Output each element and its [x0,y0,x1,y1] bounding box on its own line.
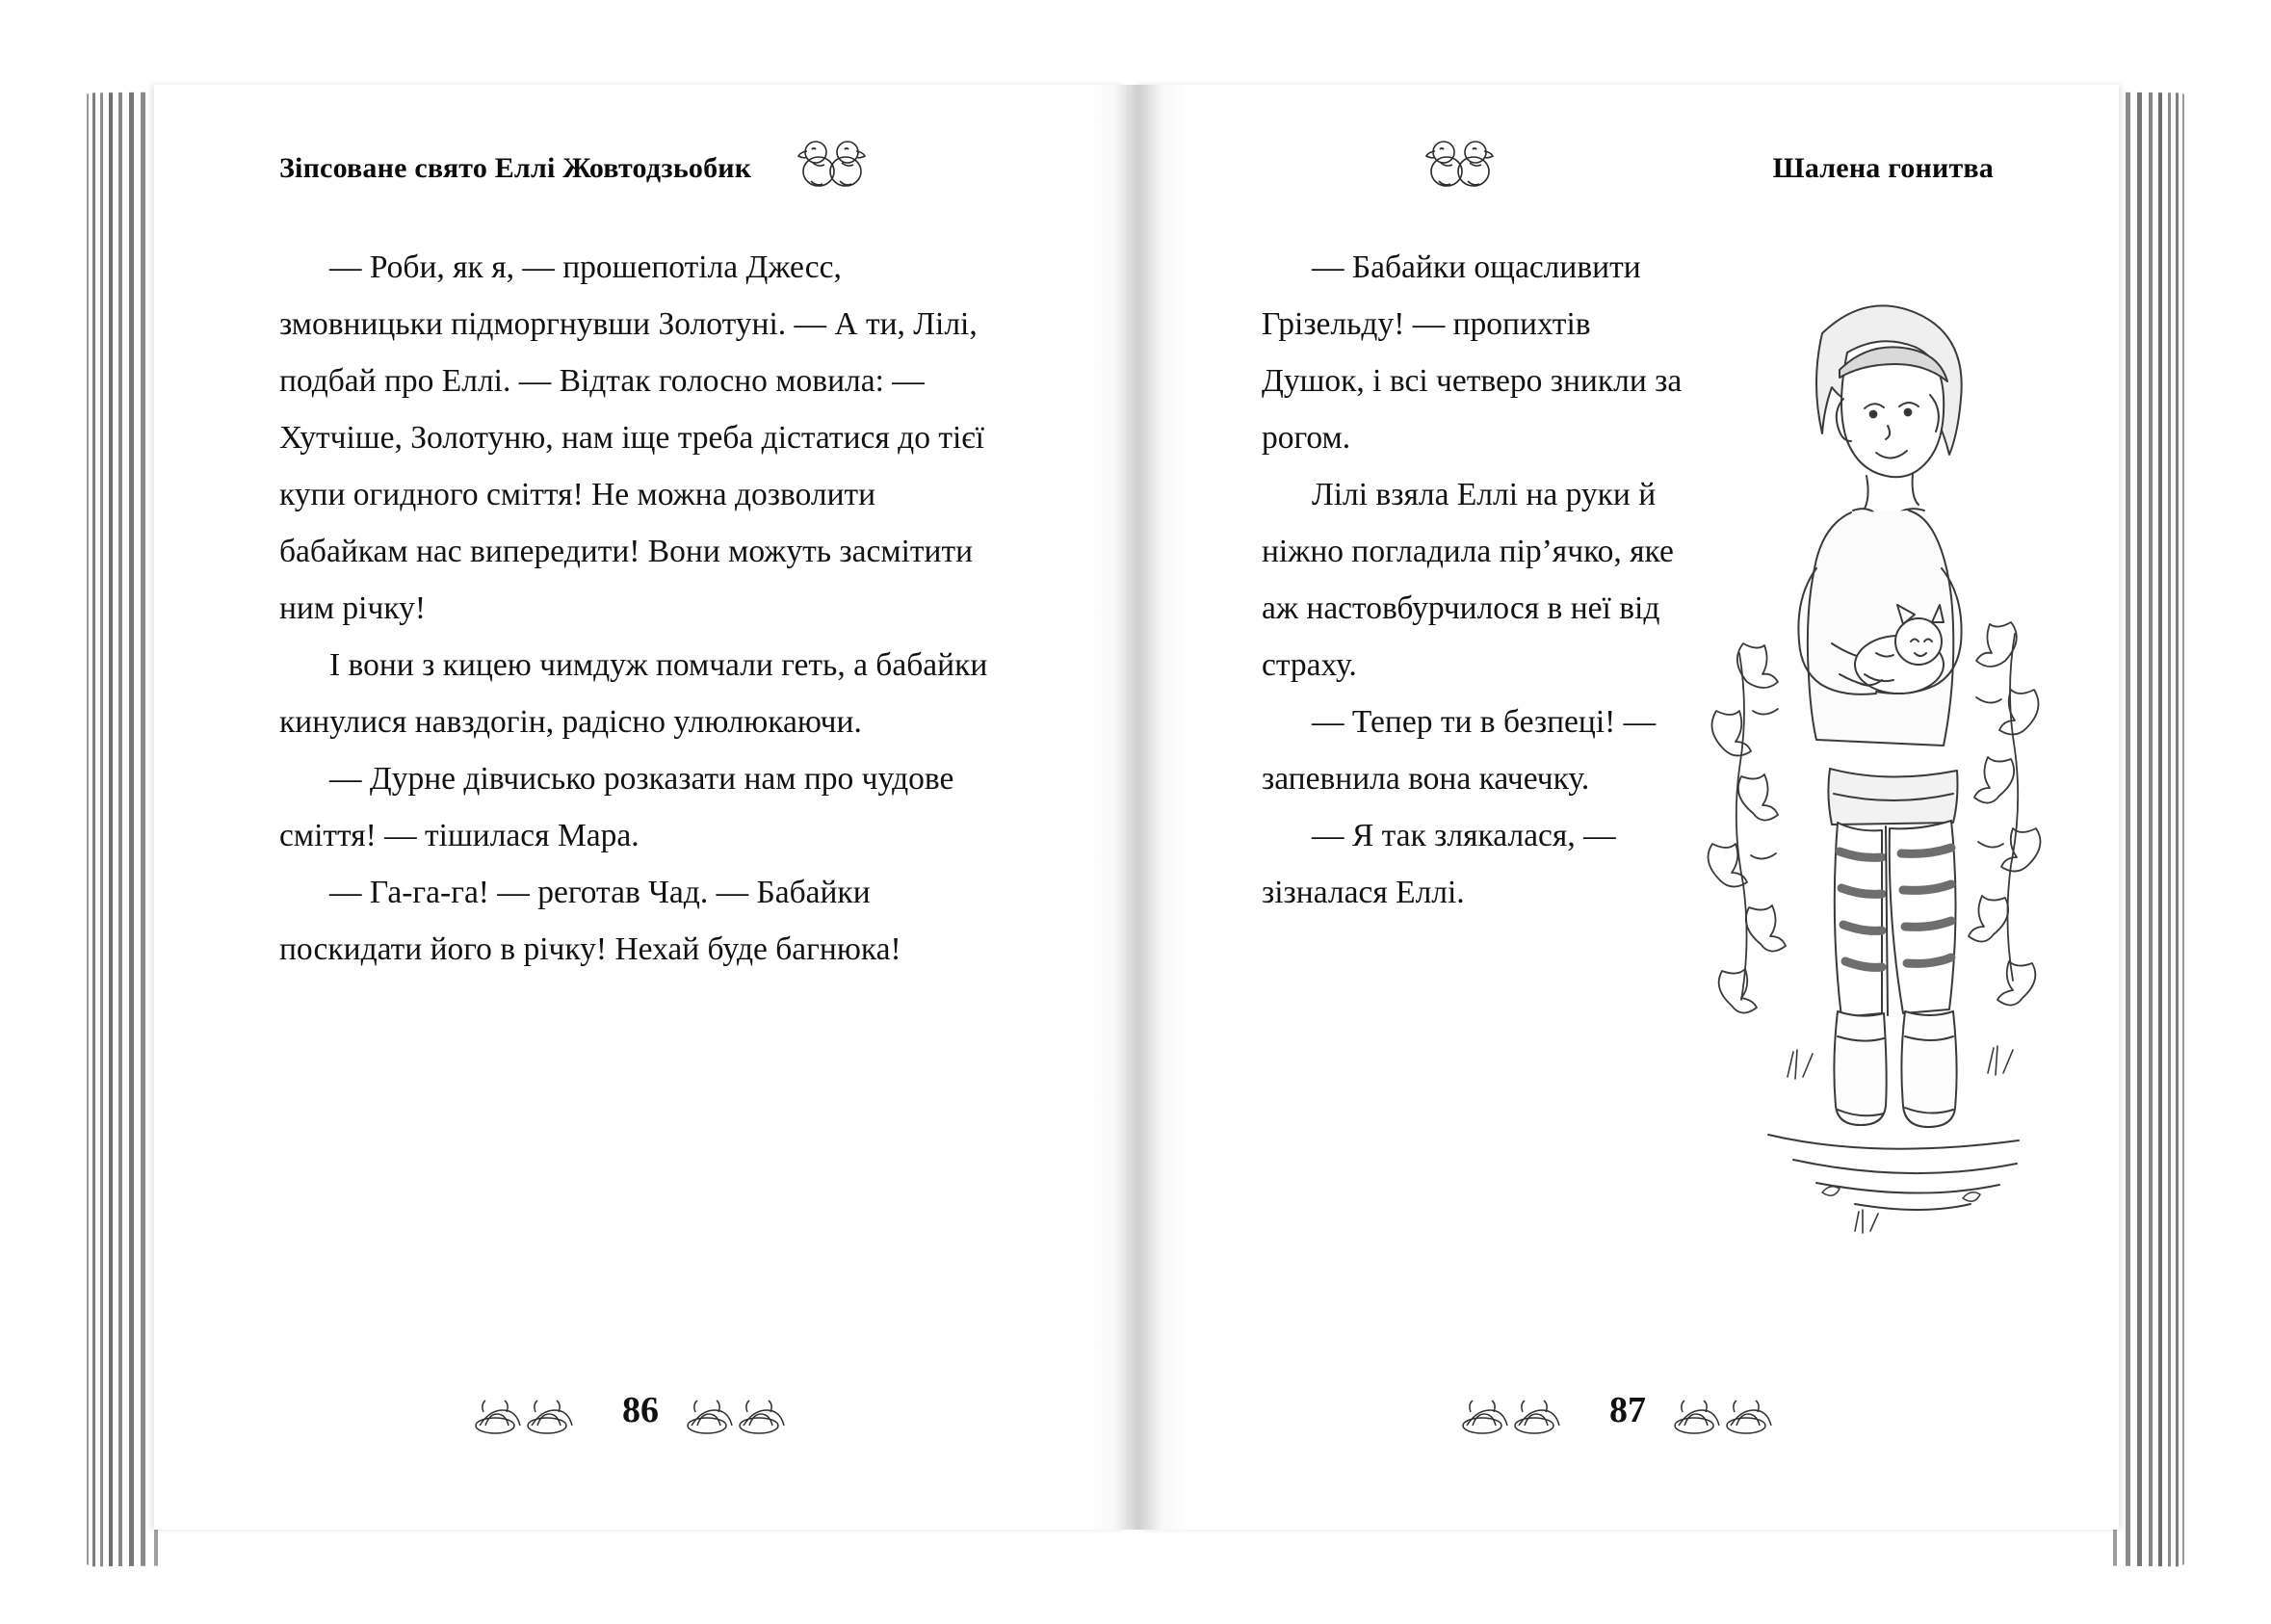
caterpillar-ornament-icon [472,1383,597,1437]
left-running-head: Зіпсоване свято Еллі Жовтодзьобик [279,152,752,184]
page-number: 87 [1609,1390,1646,1430]
right-running-head: Шалена гонитва [1772,152,1994,184]
paragraph: І вони з кицею чимдуж помчали геть, а бабайки кинулися навздогін, радісно улюлюкаючи. [279,647,988,740]
paragraph: — Бабайки ощасливити Грізельду! — пропихтів Душок, і всі четверо зникли за рогом. [1262,249,1683,456]
caterpillar-ornament-icon [684,1383,809,1437]
paragraph: Лілі взяла Еллі на руки й ніжно погладила пір’ячко, яке аж настовбурчилося в неї від страху. [1262,477,1674,683]
caterpillar-ornament-icon [1459,1383,1584,1437]
left-page-folio [154,1383,1127,1437]
paragraph: — Га-га-га! — реготав Чад. — Бабайки поскидати його в річку! Нехай буде багнюка! [279,875,901,967]
page-number: 86 [622,1390,659,1430]
paragraph: — Я так злякалася, — зізналася Еллі. [1262,818,1616,910]
right-page [1136,85,2119,1530]
girl-holding-kitten-illustration [1624,229,2125,1260]
left-page [154,85,1127,1530]
paragraph: — Тепер ти в безпеці! — запевнила вона качечку. [1262,704,1657,797]
left-page-text [279,239,1002,978]
left-page-block-edge [85,92,162,1567]
right-page-folio [1136,1383,2119,1437]
paragraph: — Роби, як я, — прошепотіла Джесс, змовницьки підморгнувши Золотуні. — А ти, Лілі, подбай про Еллі. — Відтак голосно мовила: — Хутчіше, Золотуню, нам іще треба дістатися до тієї купи огидного сміття! Не можна дозволити бабайкам нас випередити! Вони можуть засмітити ним річку! [279,249,984,626]
paragraph: — Дурне дівчисько розказати нам про чудове сміття! — тішилася Мара. [279,761,954,853]
caterpillar-ornament-icon [1671,1383,1796,1437]
duckling-ornament-icon [1418,133,1502,193]
duckling-ornament-icon [790,133,874,193]
